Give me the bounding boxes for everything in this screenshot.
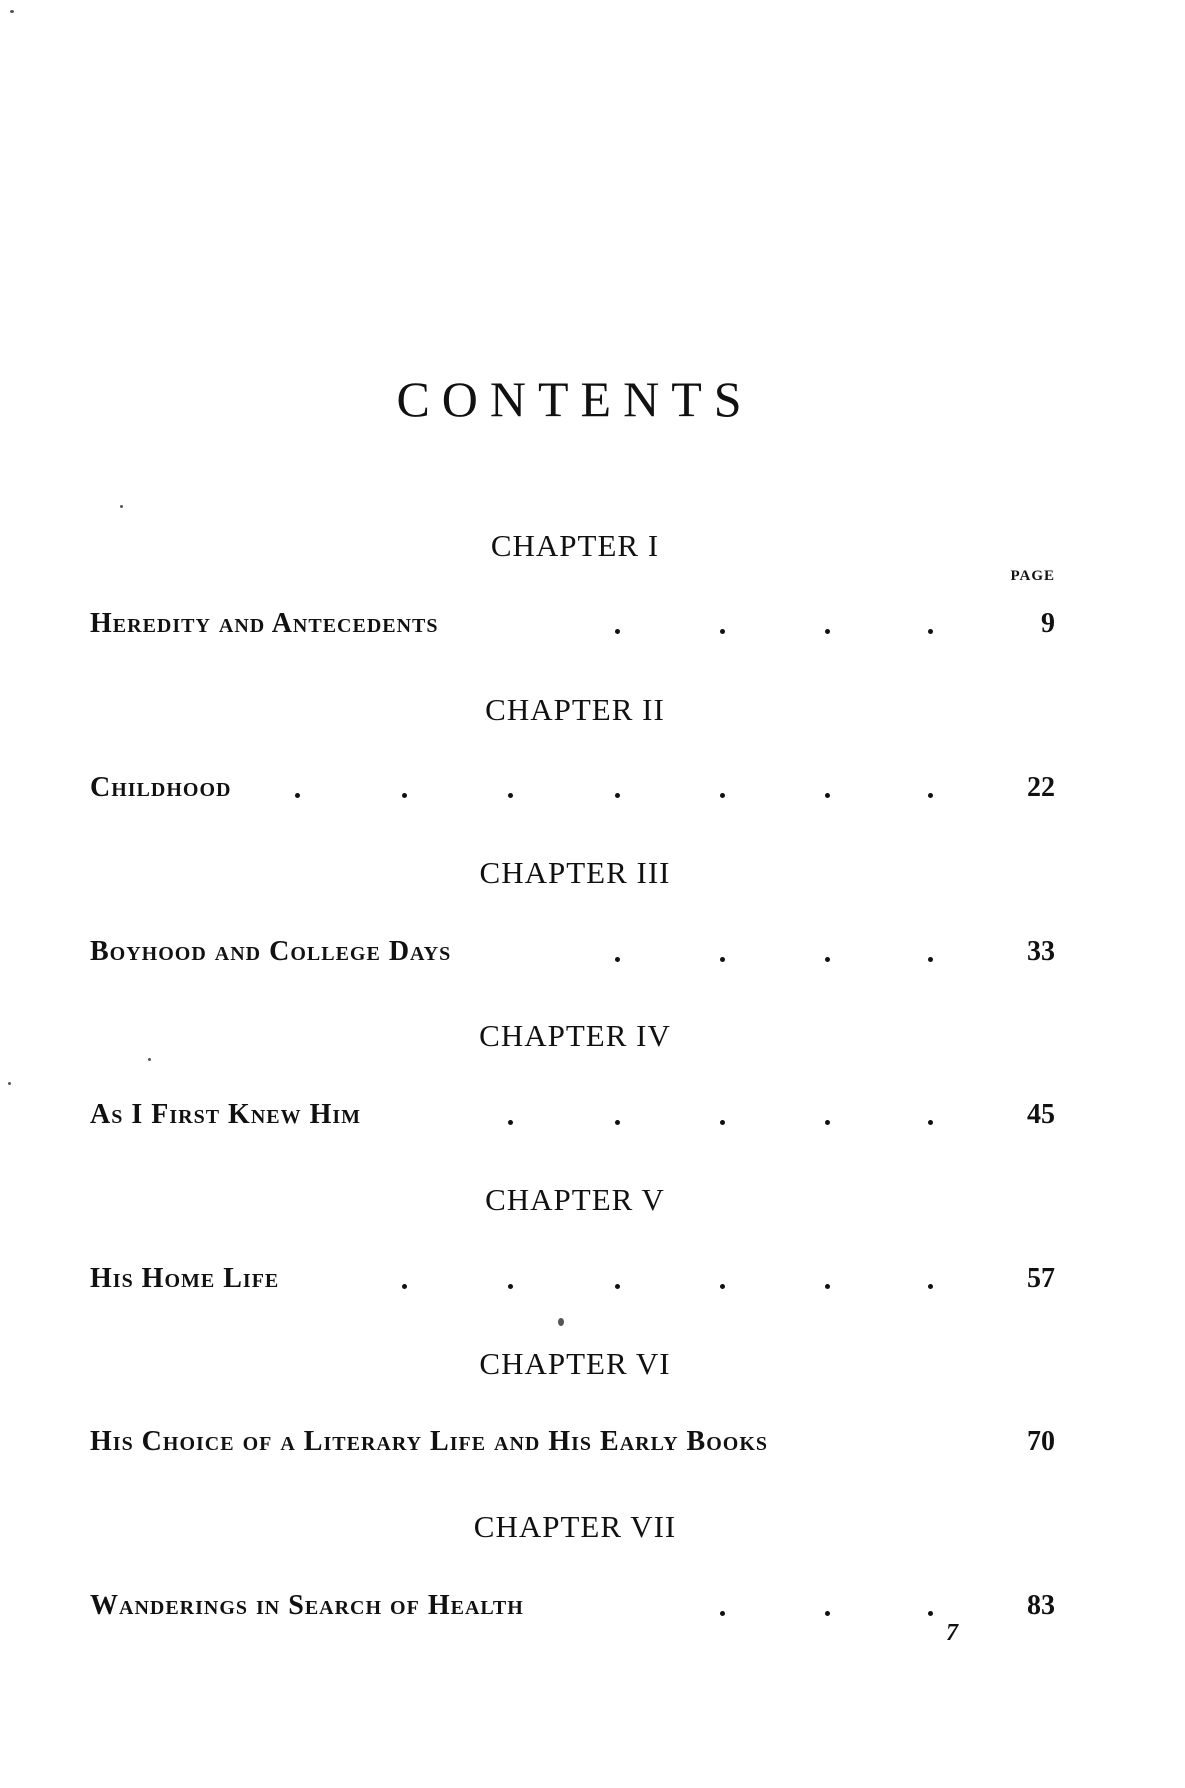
toc-entry-page: 83 (1027, 1590, 1055, 1621)
toc-entry[interactable] (90, 1418, 1055, 1458)
chapter-heading: CHAPTER VI (479, 1346, 671, 1381)
toc-entry-title: His Home Life (90, 1263, 280, 1294)
folio-page-number: 7 (946, 1620, 958, 1646)
chapter-heading: CHAPTER VII (473, 1509, 677, 1544)
toc-entry-page: 9 (1041, 608, 1055, 639)
scan-speck (120, 505, 123, 508)
scan-speck (8, 1082, 11, 1085)
toc-entry-title: Boyhood and College Days (90, 936, 452, 967)
toc-entry[interactable] (90, 1255, 1055, 1295)
toc-entry-page: 70 (1027, 1426, 1055, 1457)
toc-entry-page: 45 (1027, 1099, 1055, 1130)
toc-entry-title: Childhood (90, 772, 232, 803)
toc-entry[interactable] (90, 764, 1055, 804)
toc-entry-title: His Choice of a Literary Life and His Early Books (90, 1426, 769, 1457)
chapter-heading: CHAPTER I (490, 528, 660, 563)
dot-leader (90, 1115, 1055, 1125)
page-title: CONTENTS (396, 371, 754, 427)
dot-leader (90, 624, 1055, 634)
toc-entry-page: 33 (1027, 936, 1055, 967)
scan-speck (10, 10, 14, 13)
dot-leader (90, 1606, 1055, 1616)
dot-leader (90, 952, 1055, 962)
toc-entry[interactable] (90, 1582, 1055, 1622)
toc-entry-page: 22 (1027, 772, 1055, 803)
page-column-label: PAGE (1010, 568, 1055, 584)
scan-speck (558, 1318, 564, 1326)
toc-entry[interactable] (90, 600, 1055, 640)
chapter-heading: CHAPTER II (485, 692, 665, 727)
toc-entry-page: 57 (1027, 1263, 1055, 1294)
toc-entry-title: As I First Knew Him (90, 1099, 362, 1130)
scan-speck (148, 1058, 151, 1061)
dot-leader (90, 788, 1055, 798)
toc-entry-title: Heredity and Antecedents (90, 608, 439, 639)
chapter-heading: CHAPTER III (479, 855, 671, 890)
chapter-heading: CHAPTER V (485, 1182, 665, 1217)
toc-entry[interactable] (90, 928, 1055, 968)
toc-entry-title: Wanderings in Search of Health (90, 1590, 524, 1621)
dot-leader (90, 1279, 1055, 1289)
chapter-heading: CHAPTER IV (479, 1018, 671, 1053)
toc-entry[interactable] (90, 1091, 1055, 1131)
